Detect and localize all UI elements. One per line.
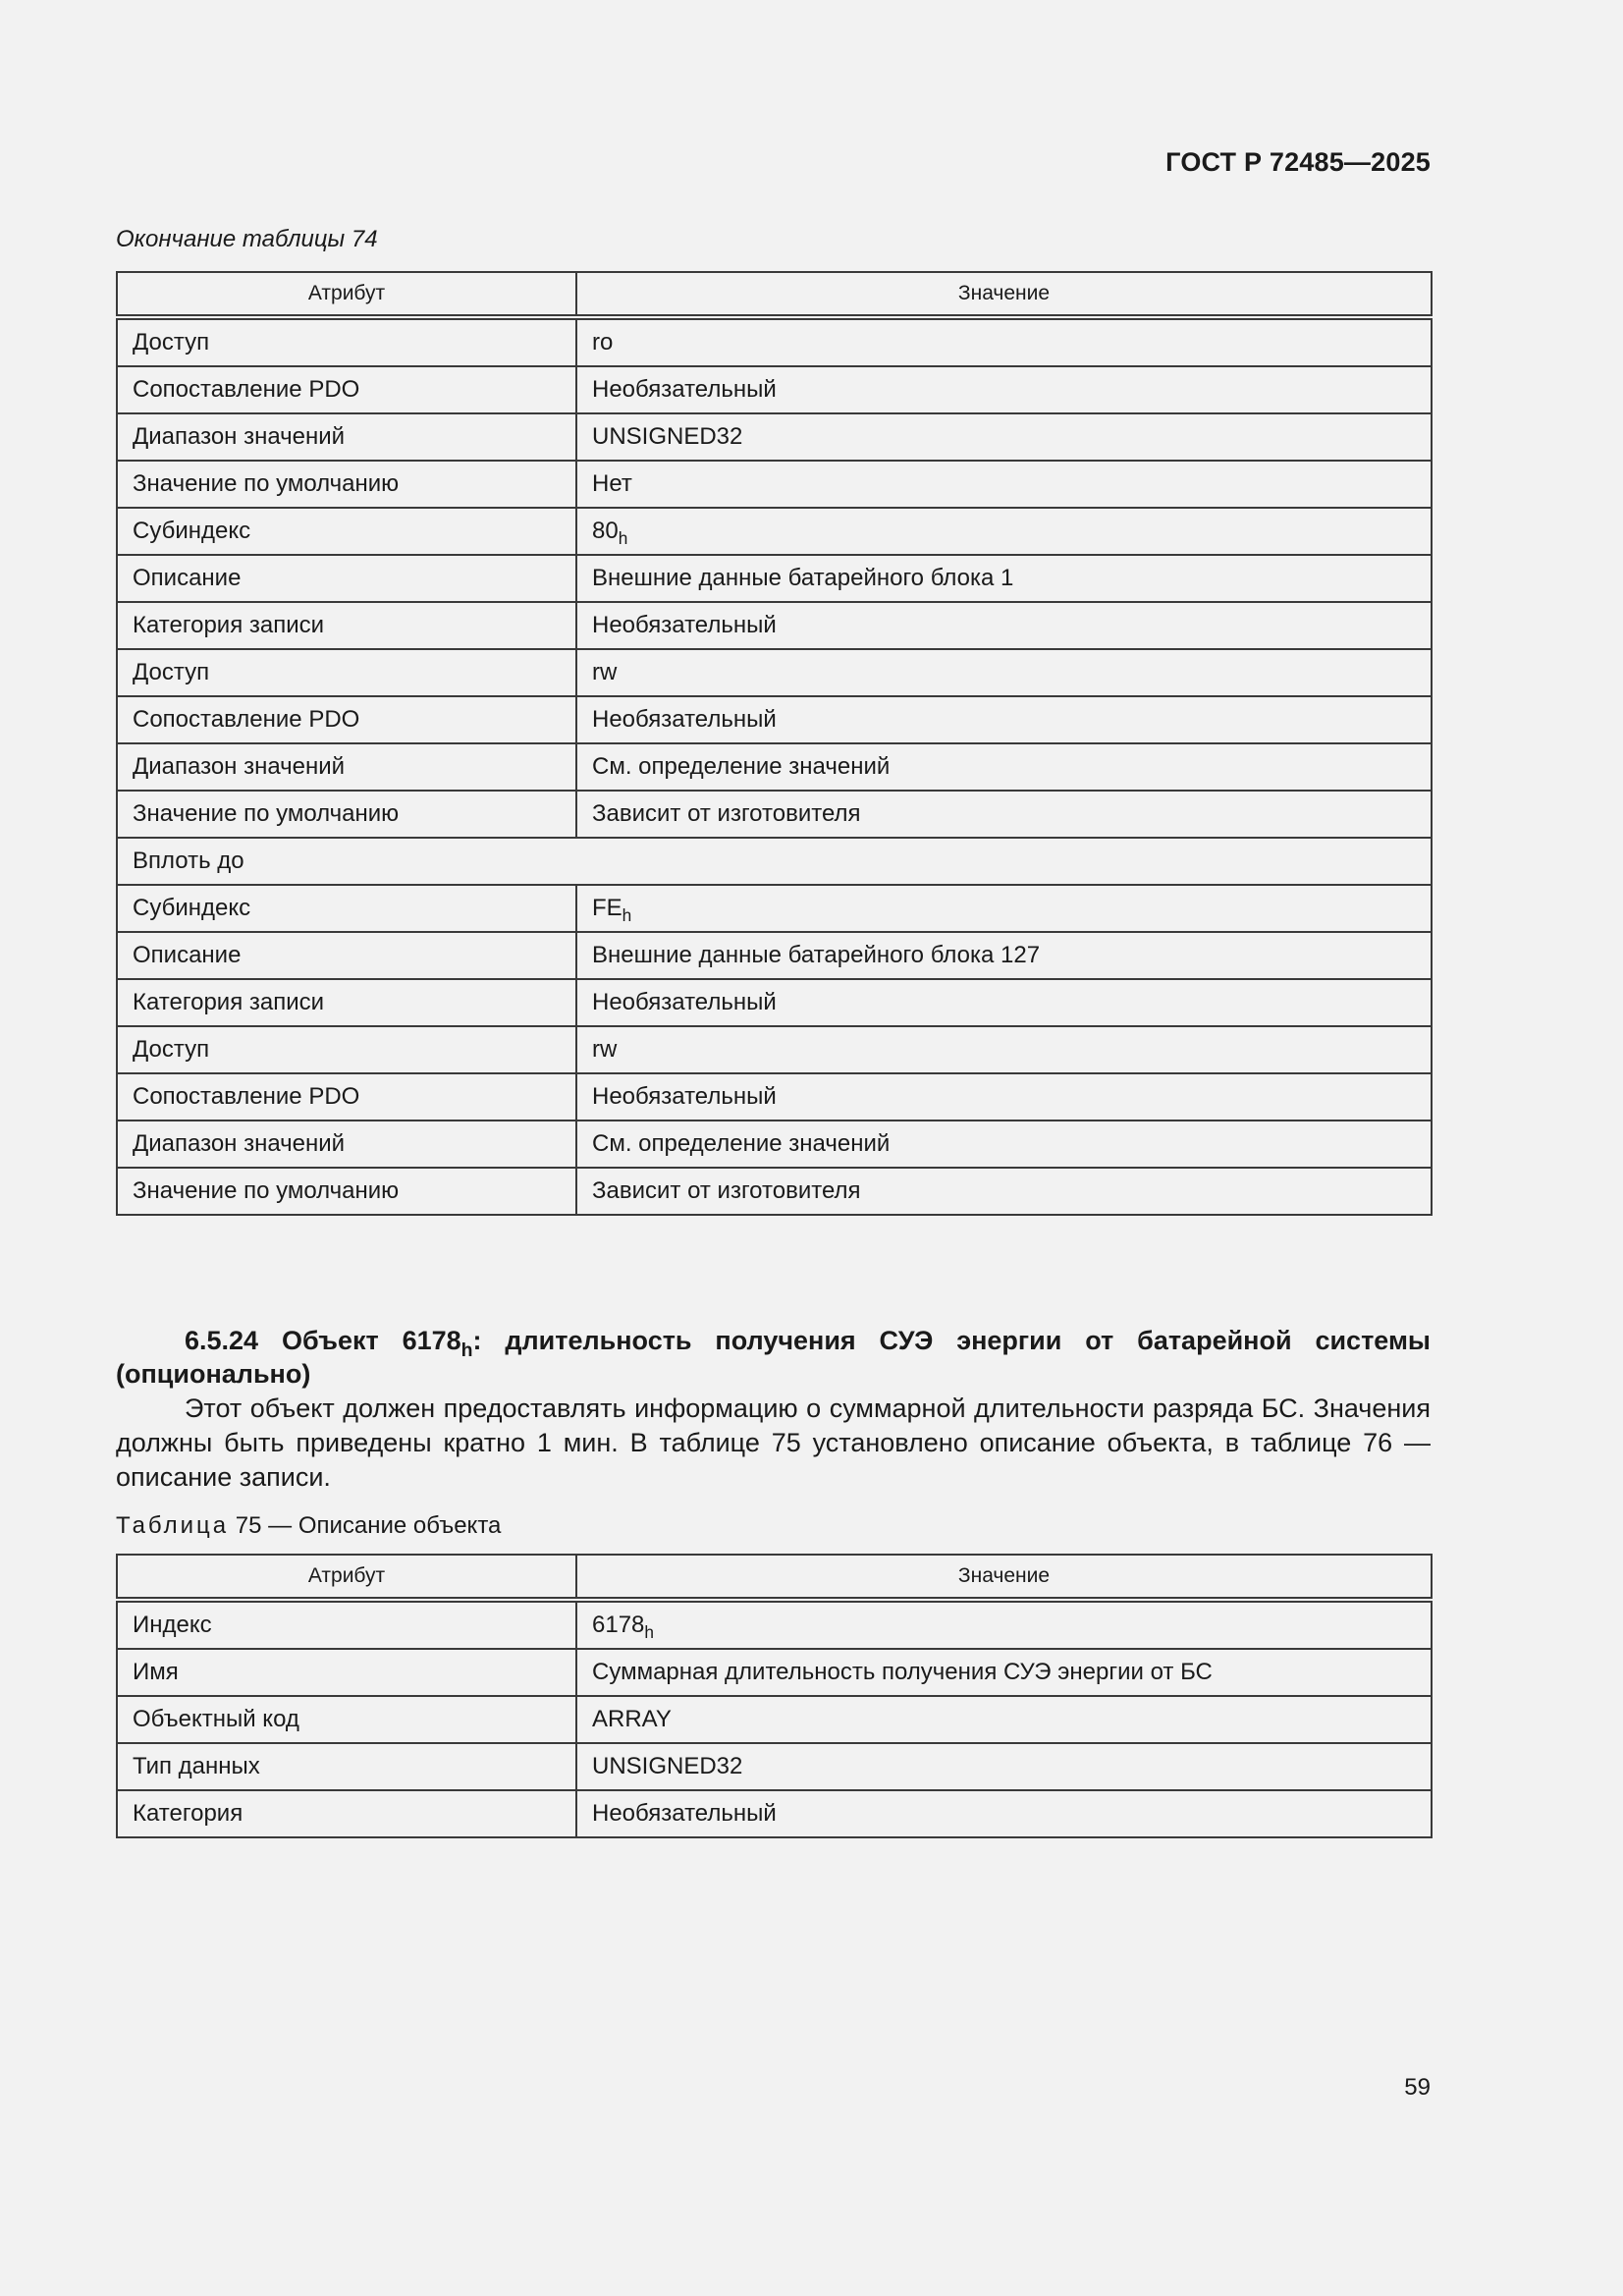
section-title-object: Объект 6178 xyxy=(281,1326,461,1355)
document-id: ГОСТ Р 72485—2025 xyxy=(1165,147,1431,177)
table-cell-attribute: Диапазон значений xyxy=(117,413,576,461)
table-75-caption xyxy=(116,1512,501,1540)
table-cell-attribute: Субиндекс xyxy=(117,885,576,932)
table-cell-attribute: Субиндекс xyxy=(117,508,576,555)
table-row xyxy=(117,885,1432,932)
table-cell-attribute: Доступ xyxy=(117,649,576,696)
table-row xyxy=(117,555,1432,602)
table-row xyxy=(117,508,1432,555)
table-cell-value xyxy=(576,1696,1432,1743)
column-header-value: Значение xyxy=(576,1555,1432,1600)
table-74 xyxy=(116,271,1433,1216)
table-row xyxy=(117,979,1432,1026)
table-row xyxy=(117,1026,1432,1073)
table-cell-value-text: Необязательный xyxy=(592,706,777,733)
table-75-body xyxy=(117,1600,1432,1837)
section-title-hex-suffix: h xyxy=(460,1339,473,1361)
table-cell-value-text: Необязательный xyxy=(592,376,777,403)
table-cell-value xyxy=(576,508,1432,555)
table-row xyxy=(117,743,1432,791)
section-number: 6.5.24 xyxy=(185,1326,259,1355)
table-cell-value xyxy=(576,1649,1432,1696)
table-cell-value xyxy=(576,413,1432,461)
table-row xyxy=(117,1790,1432,1837)
table-row xyxy=(117,838,1432,885)
table-cell-value xyxy=(576,979,1432,1026)
column-header-value: Значение xyxy=(576,272,1432,317)
hex-suffix: h xyxy=(618,528,628,549)
table-row xyxy=(117,317,1432,366)
table-cell-value xyxy=(576,791,1432,838)
table-cell-value xyxy=(576,317,1432,366)
table-cell-value xyxy=(576,366,1432,413)
table-row xyxy=(117,1168,1432,1215)
table-cell-value-text: Внешние данные батарейного блока 1 xyxy=(592,565,1014,591)
table-cell-value xyxy=(576,555,1432,602)
table-row xyxy=(117,1121,1432,1168)
table-cell-value-text: Зависит от изготовителя xyxy=(592,800,861,827)
table-cell-attribute: Категория записи xyxy=(117,602,576,649)
table-row xyxy=(117,791,1432,838)
table-cell-value xyxy=(576,461,1432,508)
table-row xyxy=(117,366,1432,413)
table-cell-value-text: FE xyxy=(592,895,622,921)
table-row xyxy=(117,461,1432,508)
hex-suffix: h xyxy=(644,1622,654,1643)
table-cell-value-text: Внешние данные батарейного блока 127 xyxy=(592,942,1041,968)
table-row xyxy=(117,1696,1432,1743)
hex-suffix: h xyxy=(622,905,632,926)
table-cell-value xyxy=(576,696,1432,743)
table-row xyxy=(117,1600,1432,1649)
table-cell-attribute: Тип данных xyxy=(117,1743,576,1790)
table-cell-value-text: 6178 xyxy=(592,1612,645,1638)
table-cell-attribute: Индекс xyxy=(117,1600,576,1649)
table-row xyxy=(117,1073,1432,1121)
column-header-attribute: Атрибут xyxy=(117,272,576,317)
table-cell-attribute: Сопоставление PDO xyxy=(117,696,576,743)
section-body-text: Этот объект должен предоставлять информацию о суммарной длительности разряда БС. Значения должны быть приведены кратно 1 мин. В таблице 75 установлено описание объекта, в таблице 76 — описание записи. xyxy=(116,1394,1431,1492)
table-cell-value-text: ro xyxy=(592,329,614,355)
table-cell-attribute: Доступ xyxy=(117,1026,576,1073)
table-cell-value-text: ARRAY xyxy=(592,1706,672,1732)
table-cell-attribute: Диапазон значений xyxy=(117,1121,576,1168)
table-row xyxy=(117,1649,1432,1696)
table-cell-value xyxy=(576,1121,1432,1168)
table-row xyxy=(117,649,1432,696)
section-body-paragraph xyxy=(116,1392,1431,1495)
table-cell-value-text: Необязательный xyxy=(592,1083,777,1110)
table-cell-value xyxy=(576,932,1432,979)
table-cell-value-text: См. определение значений xyxy=(592,753,891,780)
table-cell-attribute: Категория записи xyxy=(117,979,576,1026)
table-cell-attribute: Значение по умолчанию xyxy=(117,461,576,508)
table-74-continuation-caption: Окончание таблицы 74 xyxy=(116,226,378,252)
table-cell-value xyxy=(576,1073,1432,1121)
table-cell-value xyxy=(576,1743,1432,1790)
table-cell-attribute: Описание xyxy=(117,932,576,979)
table-cell-attribute: Сопоставление PDO xyxy=(117,366,576,413)
table-cell-value-text: Зависит от изготовителя xyxy=(592,1177,861,1204)
table-caption-word: Таблица xyxy=(116,1512,230,1539)
table-row xyxy=(117,932,1432,979)
table-cell-value-text: См. определение значений xyxy=(592,1130,891,1157)
table-cell-value-text: Нет xyxy=(592,470,632,497)
table-cell-value-text: rw xyxy=(592,1036,618,1063)
table-cell-attribute: Имя xyxy=(117,1649,576,1696)
table-cell-attribute: Значение по умолчанию xyxy=(117,791,576,838)
table-75 xyxy=(116,1554,1433,1838)
column-header-attribute: Атрибут xyxy=(117,1555,576,1600)
table-cell-value xyxy=(576,1026,1432,1073)
table-cell-value-text: Необязательный xyxy=(592,989,777,1015)
table-cell-attribute: Описание xyxy=(117,555,576,602)
table-cell-value-text: rw xyxy=(592,659,618,685)
table-cell-value xyxy=(576,1600,1432,1649)
table-cell-attribute: Категория xyxy=(117,1790,576,1837)
table-cell-attribute: Сопоставление PDO xyxy=(117,1073,576,1121)
table-cell-full: Вплоть до xyxy=(117,838,1432,885)
table-caption-rest: 75 — Описание объекта xyxy=(235,1512,502,1539)
table-cell-value-text: 80 xyxy=(592,518,619,544)
table-cell-value-text: Необязательный xyxy=(592,612,777,638)
table-row xyxy=(117,602,1432,649)
table-cell-value xyxy=(576,743,1432,791)
table-cell-value xyxy=(576,1790,1432,1837)
table-cell-attribute: Значение по умолчанию xyxy=(117,1168,576,1215)
table-cell-value-text: UNSIGNED32 xyxy=(592,1753,743,1779)
table-cell-value xyxy=(576,885,1432,932)
table-header-row xyxy=(117,1555,1432,1600)
table-cell-value xyxy=(576,649,1432,696)
table-cell-value-text: Суммарная длительность получения СУЭ энергии от БС xyxy=(592,1659,1213,1685)
table-cell-value xyxy=(576,602,1432,649)
table-row xyxy=(117,696,1432,743)
table-row xyxy=(117,1743,1432,1790)
section-heading xyxy=(116,1324,1431,1391)
table-cell-value-text: Необязательный xyxy=(592,1800,777,1827)
table-cell-attribute: Объектный код xyxy=(117,1696,576,1743)
table-cell-value xyxy=(576,1168,1432,1215)
table-header-row xyxy=(117,272,1432,317)
table-cell-attribute: Доступ xyxy=(117,317,576,366)
section-title-rest: : длительность получения СУЭ энергии от батарейной системы (опционально) xyxy=(116,1326,1431,1389)
table-74-body xyxy=(117,317,1432,1215)
table-cell-value-text: UNSIGNED32 xyxy=(592,423,743,450)
page-number: 59 xyxy=(1404,2074,1431,2101)
table-row xyxy=(117,413,1432,461)
table-cell-attribute: Диапазон значений xyxy=(117,743,576,791)
